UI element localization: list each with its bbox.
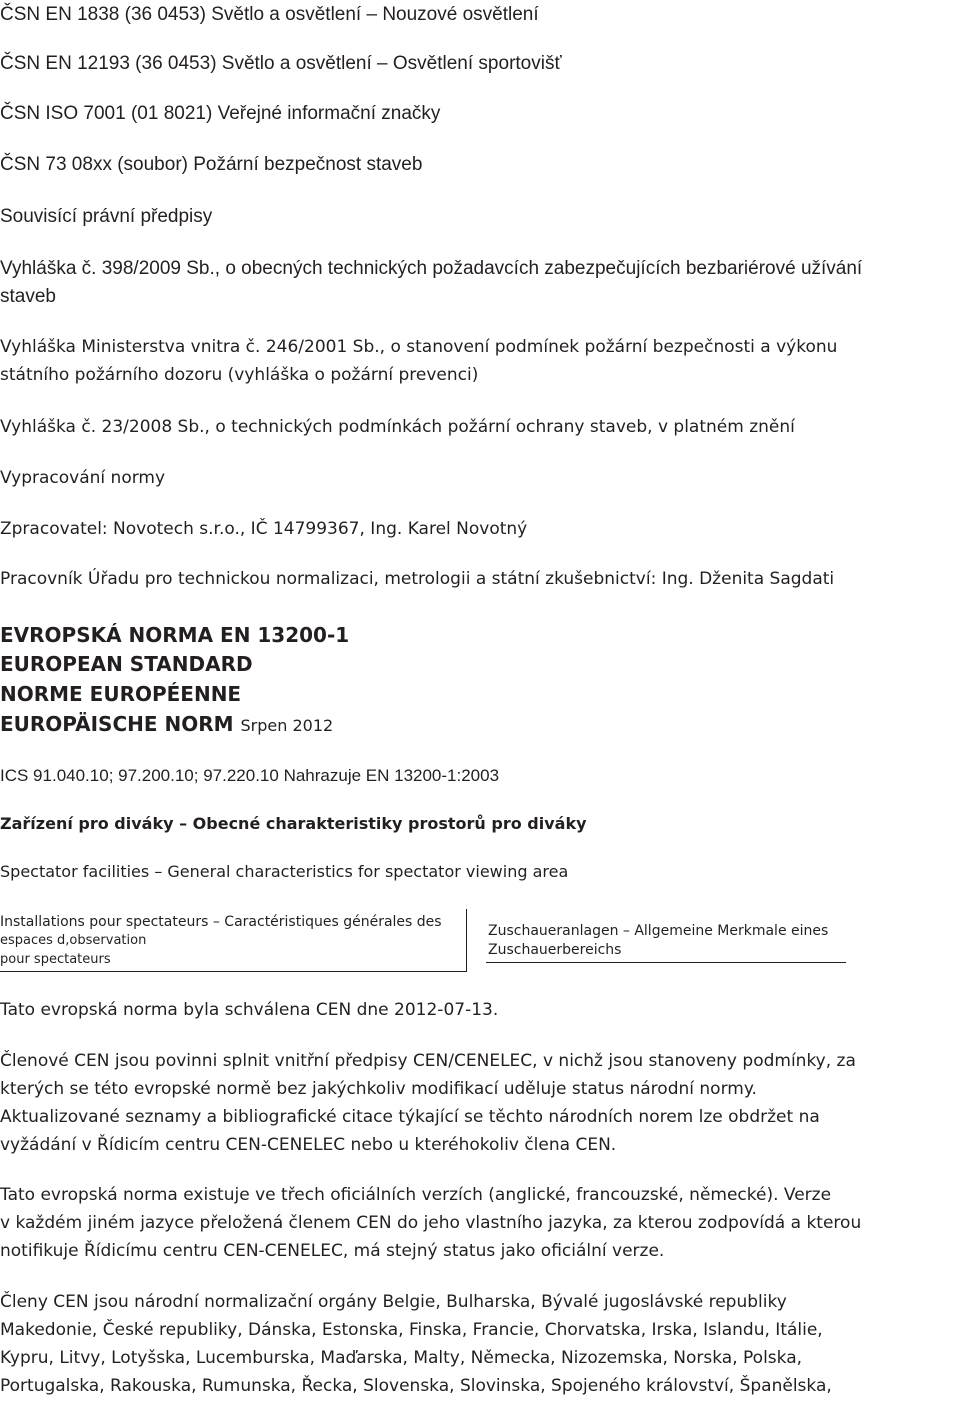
standard-line-3: ČSN ISO 7001 (01 8021) Veřejné informační značky [0, 103, 441, 124]
paragraph-1-line-2: kterých se této evropské normě bez jakýchkoliv modifikací uděluje status národní normy. [0, 1079, 757, 1099]
norm-title-german [0, 714, 333, 734]
title-german-line-2: Zuschauerbereichs [488, 942, 622, 958]
title-french-line-1: Installations pour spectateurs – Caractéristiques générales des [0, 914, 442, 930]
ics-line: ICS 91.040.10; 97.200.10; 97.220.10 Nahrazuje EN 13200-1:2003 [0, 766, 500, 785]
approval-statement: Tato evropská norma byla schválena CEN dne 2012-07-13. [0, 1000, 499, 1020]
title-english: Spectator facilities – General characteristics for spectator viewing area [0, 862, 569, 881]
regulation-1-line-2: staveb [0, 286, 56, 307]
standard-line-1: ČSN EN 1838 (36 0453) Světlo a osvětlení – Nouzové osvětlení [0, 4, 539, 25]
paragraph-3-line-1: Členy CEN jsou národní normalizační orgány Belgie, Bulharska, Bývalé jugoslávské republiky [0, 1292, 787, 1312]
title-german-line-1: Zuschaueranlagen – Allgemeine Merkmale eines [488, 923, 829, 939]
preparation-author: Zpracovatel: Novotech s.r.o., IČ 14799367, Ing. Karel Novotný [0, 519, 528, 539]
paragraph-1-line-3: Aktualizované seznamy a bibliografické citace týkající se těchto národních norem lze obdržet na [0, 1107, 820, 1127]
preparation-officer: Pracovník Úřadu pro technickou normalizaci, metrologii a státní zkušebnictví: Ing. Dženita Sagdati [0, 569, 835, 589]
paragraph-2-line-3: notifikuje Řídicímu centru CEN-CENELEC, má stejný status jako oficiální verze. [0, 1241, 665, 1261]
title-french-line-2: espaces d,observation [0, 933, 147, 948]
paragraph-1-line-1: Členové CEN jsou povinni splnit vnitřní předpisy CEN/CENELEC, v nichž jsou stanoveny podmínky, za [0, 1051, 856, 1071]
regulations-heading: Souvisící právní předpisy [0, 206, 213, 227]
regulation-2-line-1: Vyhláška Ministerstva vnitra č. 246/2001 Sb., o stanovení podmínek požární bezpečnosti a výkonu [0, 337, 838, 357]
standard-line-4: ČSN 73 08xx (soubor) Požární bezpečnost staveb [0, 154, 423, 175]
paragraph-3-line-3: Kypru, Litvy, Lotyšska, Lucemburska, Maďarska, Malty, Německa, Nizozemska, Norska, Polska, [0, 1348, 803, 1368]
regulation-1-line-1: Vyhláška č. 398/2009 Sb., o obecných technických požadavcích zabezpečujících bezbariérové užívání [0, 258, 863, 279]
preparation-heading: Vypracování normy [0, 468, 166, 488]
paragraph-2-line-1: Tato evropská norma existuje ve třech oficiálních verzích (anglické, francouzské, německé). Verze [0, 1185, 832, 1205]
standard-line-2: ČSN EN 12193 (36 0453) Světlo a osvětlení – Osvětlení sportovišť [0, 53, 562, 74]
norm-title-german-text: EUROPÄISCHE NORM [0, 712, 234, 736]
norm-title-czech: EVROPSKÁ NORMA EN 13200-1 [0, 623, 350, 647]
regulation-2-line-2: státního požárního dozoru (vyhláška o požární prevenci) [0, 365, 479, 385]
paragraph-3-line-4: Portugalska, Rakouska, Rumunska, Řecka, Slovenska, Slovinska, Spojeného království, Španělska, [0, 1376, 832, 1396]
norm-title-english: EUROPEAN STANDARD [0, 652, 253, 676]
paragraph-2-line-2: v každém jiném jazyce přeložená členem CEN do jeho vlastního jazyka, za kterou zodpovídá a kterou [0, 1213, 862, 1233]
paragraph-3-line-2: Makedonie, České republiky, Dánska, Estonska, Finska, Francie, Chorvatska, Irska, Islandu, Itálie, [0, 1320, 823, 1340]
norm-title-french: NORME EUROPÉENNE [0, 682, 242, 706]
title-french-line-3: pour spectateurs [0, 952, 111, 967]
regulation-3: Vyhláška č. 23/2008 Sb., o technických podmínkách požární ochrany staveb, v platném znění [0, 417, 795, 437]
title-czech: Zařízení pro diváky – Obecné charakteristiky prostorů pro diváky [0, 814, 587, 833]
norm-date: Srpen 2012 [240, 716, 334, 735]
paragraph-1-line-4: vyžádání v Řídicím centru CEN-CENELEC nebo u kteréhokoliv člena CEN. [0, 1135, 617, 1155]
